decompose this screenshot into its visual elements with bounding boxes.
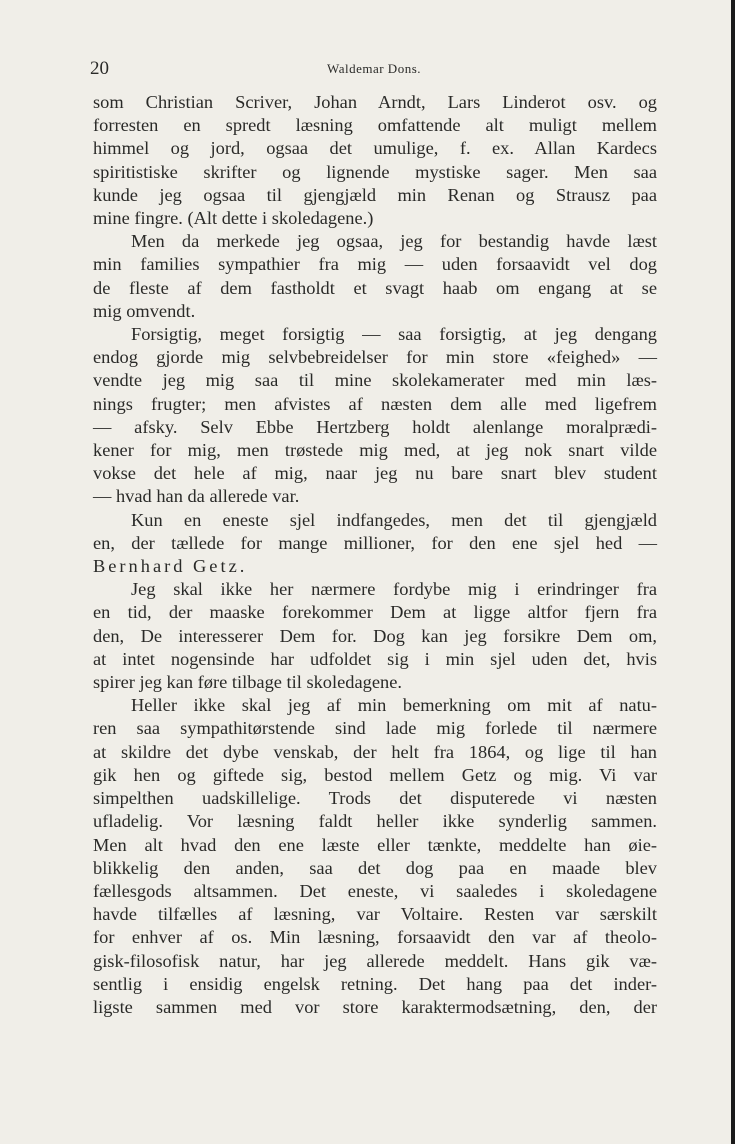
text-line: Jeg skal ikke her nærmere fordybe mig i erindringer fra — [131, 579, 657, 600]
text-line: simpelthen uadskillelige. Trods det disputerede vi næsten — [93, 788, 657, 809]
paragraph — [93, 578, 657, 694]
text-line: endog gjorde mig selvbebreidelser for min store «feighed» — — [93, 347, 657, 368]
text-line: spirer jeg kan føre tilbage til skoledagene. — [93, 672, 402, 693]
text-line: ufladelig. Vor læsning faldt heller ikke synderlig sammen. — [93, 811, 657, 832]
text-line: de fleste af dem fastholdt et svagt haab om engang at se — [93, 277, 657, 298]
text-line: at intet nogensinde har udfoldet sig i min sjel uden det, hvis — [93, 648, 657, 669]
text-line: havde tilfælles af læsning, var Voltaire. Resten var særskilt — [93, 904, 657, 925]
text-line: at skildre det dybe venskab, der helt fra 1864, og lige til han — [93, 741, 657, 762]
text-line: Heller ikke skal jeg af min bemerkning om mit af natu- — [131, 695, 657, 716]
text-line: vokse det hele af mig, naar jeg nu bare snart blev student — [93, 463, 657, 484]
text-line: himmel og jord, ogsaa det umulige, f. ex. Allan Kardecs — [93, 138, 657, 159]
text-line: kunde jeg ogsaa til gjengjæld min Renan og Strausz paa — [93, 184, 657, 205]
text-line: gisk-filosofisk natur, har jeg allerede meddelt. Hans gik væ- — [93, 950, 657, 971]
text-line: Forsigtig, meget forsigtig — saa forsigtig, at jeg dengang — [131, 324, 657, 345]
text-line: forresten en spredt læsning omfattende alt muligt mellem — [93, 115, 657, 136]
text-line: — afsky. Selv Ebbe Hertzberg holdt alenlange moralprædi- — [93, 416, 657, 437]
text-line: Men da merkede jeg ogsaa, jeg for bestandig havde læst — [131, 231, 657, 252]
text-line: en tid, der maaske forekommer Dem at ligge altfor fjern fra — [93, 602, 657, 623]
text-line: en, der tællede for mange millioner, for den ene sjel hed — — [93, 532, 657, 553]
text-line: mine fingre. (Alt dette i skoledagene.) — [93, 208, 374, 229]
text-line: vendte jeg mig saa til mine skolekamerater med min læs- — [93, 370, 657, 391]
page-header — [90, 58, 658, 80]
paragraph — [93, 694, 657, 1019]
text-line: blikkelig den anden, saa det dog paa en maade blev — [93, 857, 657, 878]
paragraph — [93, 91, 657, 230]
text-line: min families sympathier fra mig — uden forsaavidt vel dog — [93, 254, 657, 275]
text-line: fællesgods altsammen. Det eneste, vi saaledes i skoledagene — [93, 880, 657, 901]
text-line: Kun en eneste sjel indfangedes, men det til gjengjæld — [131, 509, 657, 530]
text-line: Men alt hvad den ene læste eller tænkte, meddelte han øie- — [93, 834, 657, 855]
paragraph — [93, 509, 657, 579]
paragraph — [93, 323, 657, 509]
spaced-name-line: Bernhard Getz. — [93, 556, 248, 577]
text-line: ligste sammen med vor store karaktermodsætning, den, der — [93, 996, 657, 1017]
text-line: som Christian Scriver, Johan Arndt, Lars Linderot osv. og — [93, 92, 657, 112]
text-line: gik hen og giftede sig, bestod mellem Getz og mig. Vi var — [93, 764, 657, 785]
running-head: Waldemar Dons. — [326, 61, 422, 76]
page-number: 20 — [90, 58, 109, 79]
text-line: mig omvendt. — [93, 300, 196, 321]
text-line: spiritistiske skrifter og lignende mystiske sager. Men saa — [93, 161, 657, 182]
text-line: ren saa sympathitørstende sind lade mig forlede til nærmere — [93, 718, 657, 739]
text-line: kener for mig, men trøstede mig med, at jeg nok snart vilde — [93, 440, 657, 461]
text-line: nings frugter; men afvistes af næsten dem alle med ligefrem — [93, 393, 657, 414]
body-text — [93, 91, 657, 1019]
page-edge-shadow — [731, 0, 735, 1144]
text-line: sentlig i ensidig engelsk retning. Det hang paa det inder- — [93, 973, 657, 994]
paragraph — [93, 230, 657, 323]
text-line: for enhver af os. Min læsning, forsaavidt den var af theolo- — [93, 927, 657, 948]
text-line: den, De interesserer Dem for. Dog kan jeg forsikre Dem om, — [93, 625, 657, 646]
text-line: — hvad han da allerede var. — [93, 486, 300, 507]
